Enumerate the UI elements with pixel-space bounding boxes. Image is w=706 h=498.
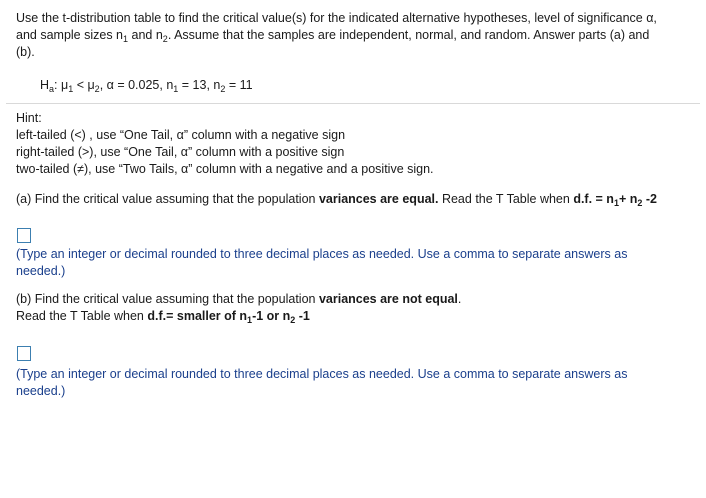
part-b-text: Read the T Table when bbox=[16, 309, 148, 323]
part-a-text: (a) Find the critical value assuming that the population bbox=[16, 192, 319, 206]
alternative-hypothesis bbox=[40, 77, 692, 94]
part-b-answer-input[interactable] bbox=[17, 346, 31, 361]
subscript: 2 bbox=[637, 198, 643, 208]
subscript: 2 bbox=[94, 84, 100, 94]
df-text: -1 or n bbox=[252, 309, 291, 323]
subscript: a bbox=[49, 84, 55, 94]
subscript: 1 bbox=[613, 198, 619, 208]
section-divider bbox=[6, 103, 700, 104]
subscript: 2 bbox=[162, 34, 168, 44]
part-b-text: (b) Find the critical value assuming that the population bbox=[16, 292, 319, 306]
intro-line-1: Use the t-distribution table to find the critical value(s) for the indicated alternative hypotheses, level of significance α, bbox=[16, 11, 657, 25]
part-b-bold: variances are not equal bbox=[318, 292, 458, 306]
hyp-text: = 13, n bbox=[178, 78, 221, 92]
df-text: -1 bbox=[295, 309, 310, 323]
question-intro bbox=[16, 10, 692, 61]
df-text: d.f.= smaller of n bbox=[147, 309, 248, 323]
hint-two-tailed: two-tailed (≠), use “Two Tails, α” column with a negative and a positive sign. bbox=[16, 162, 434, 176]
hyp-text: = 11 bbox=[225, 78, 253, 92]
part-a-df bbox=[573, 192, 657, 206]
subscript: 2 bbox=[220, 84, 226, 94]
hyp-text: , α = 0.025, n bbox=[99, 78, 174, 92]
intro-line-3: (b). bbox=[16, 45, 35, 59]
instruction-line: needed.) bbox=[16, 264, 66, 278]
part-a-question bbox=[16, 191, 692, 208]
part-b-df bbox=[147, 309, 310, 323]
intro-text: and sample sizes n bbox=[16, 28, 124, 42]
hint-title: Hint: bbox=[16, 111, 42, 125]
intro-text: . Assume that the samples are independent, normal, and random. Answer parts (a) and bbox=[167, 28, 650, 42]
hint-left-tailed: left-tailed (<) , use “One Tail, α” column with a negative sign bbox=[16, 128, 346, 142]
df-text: d.f. = n bbox=[573, 192, 614, 206]
part-b-instructions bbox=[16, 366, 692, 400]
part-a-text: Read the T Table when bbox=[438, 192, 574, 206]
part-b-text: . bbox=[457, 292, 462, 306]
part-b-line-1 bbox=[16, 291, 692, 308]
instruction-line: needed.) bbox=[16, 384, 66, 398]
part-b-question bbox=[16, 291, 692, 325]
df-text: + n bbox=[618, 192, 638, 206]
part-a-bold: variances are equal. bbox=[318, 192, 439, 206]
subscript: 1 bbox=[123, 34, 129, 44]
subscript: 1 bbox=[173, 84, 179, 94]
part-a-instructions bbox=[16, 246, 692, 280]
df-text: -2 bbox=[642, 192, 657, 206]
instruction-line: (Type an integer or decimal rounded to three decimal places as needed. Use a comma to separate answers as bbox=[16, 247, 628, 261]
part-a-answer-input[interactable] bbox=[17, 228, 31, 243]
instruction-line: (Type an integer or decimal rounded to three decimal places as needed. Use a comma to separate answers as bbox=[16, 367, 628, 381]
hint-section bbox=[16, 110, 692, 178]
subscript: 1 bbox=[247, 315, 253, 325]
intro-line-2 bbox=[16, 27, 692, 44]
intro-text: and n bbox=[128, 28, 163, 42]
hyp-text: H bbox=[40, 78, 50, 92]
hint-right-tailed: right-tailed (>), use “One Tail, α” column with a positive sign bbox=[16, 145, 345, 159]
subscript: 2 bbox=[290, 315, 296, 325]
hyp-text: < μ bbox=[73, 78, 95, 92]
part-b-line-2 bbox=[16, 308, 692, 325]
subscript: 1 bbox=[68, 84, 74, 94]
hyp-text: : μ bbox=[54, 78, 69, 92]
